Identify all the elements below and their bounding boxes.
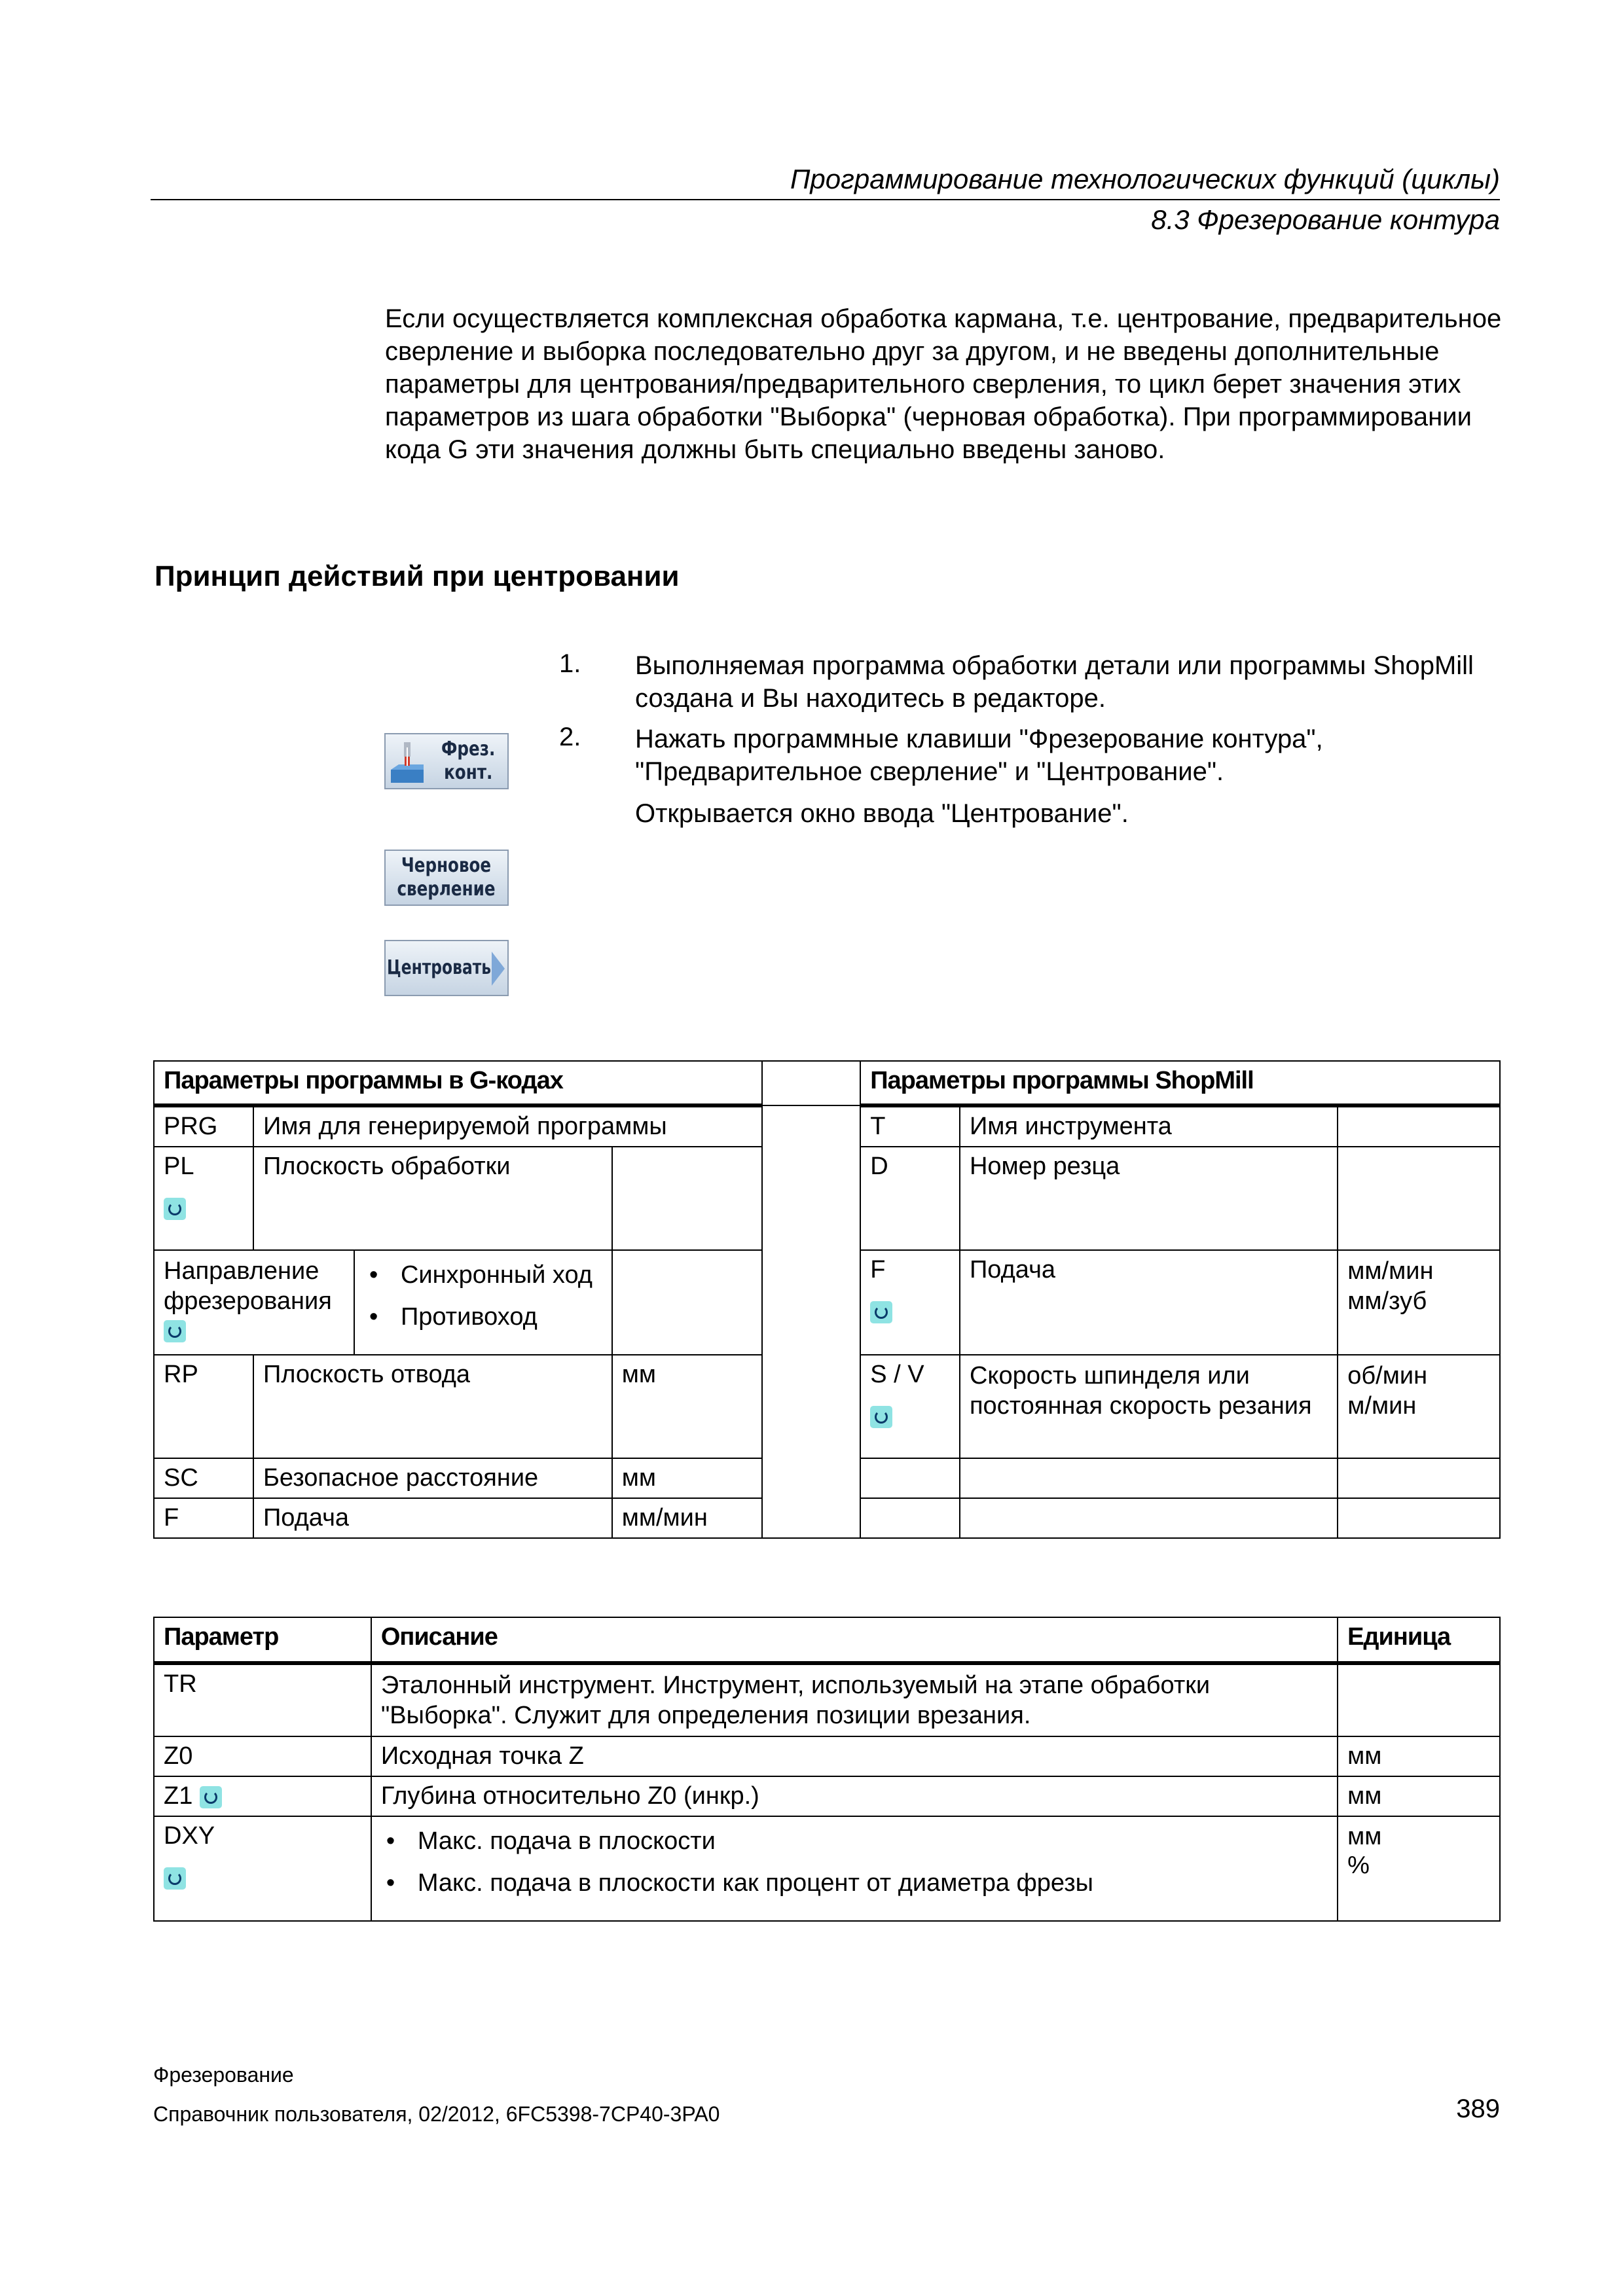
gcode-params-header: Параметры программы в G-кодах (154, 1061, 762, 1105)
unit-cell: мм % (1338, 1816, 1500, 1921)
unit-cell: мм/мин (612, 1498, 763, 1538)
option-item: • Синхронный ход (364, 1260, 602, 1290)
desc-cell: Подача (960, 1250, 1338, 1355)
footer-manual: Справочник пользователя, 02/2012, 6FC5398-7CP40-3PA0 (153, 2102, 720, 2126)
param-cell (154, 1776, 371, 1816)
step-2-text: Нажать программные клавиши "Фрезерование контура", "Предварительное сверление" и "Центрование". (635, 725, 1323, 786)
spacer-cell (762, 1061, 860, 1105)
desc-cell (354, 1250, 612, 1355)
desc-cell (371, 1816, 1338, 1921)
unit-cell (612, 1250, 763, 1355)
option-item: • Макс. подача в плоскости (381, 1826, 1328, 1856)
param-cell: Z0 (154, 1736, 371, 1776)
header-rule (151, 199, 1500, 200)
shopmill-params-header: Параметры программы ShopMill (860, 1061, 1500, 1105)
unit-cell (1338, 1147, 1500, 1250)
chapter-title: Программирование технологических функций (циклы) (790, 164, 1500, 194)
description-column-header: Описание (371, 1617, 1338, 1663)
param-cell: PRG (154, 1105, 253, 1147)
desc-cell: Глубина относительно Z0 (инкр.) (371, 1776, 1338, 1816)
intro-paragraph (385, 302, 1511, 466)
parameters-table (153, 1060, 1501, 1539)
softkey-label: Фрез. (441, 738, 495, 761)
unit-cell (1338, 1663, 1500, 1736)
desc-cell (960, 1498, 1338, 1538)
desc-cell: Имя для генерируемой программы (253, 1105, 762, 1147)
param-cell: RP (154, 1355, 253, 1458)
step-1-number: 1. (559, 649, 581, 678)
param-cell: TR (154, 1663, 371, 1736)
option-item: • Макс. подача в плоскости как процент от диаметра фрезы (381, 1868, 1328, 1898)
unit-cell (1338, 1105, 1500, 1147)
desc-cell: Номер резца (960, 1147, 1338, 1250)
step-1-text: Выполняемая программа обработки детали или программы ShopMill создана и Вы находитесь в редакторе. (635, 651, 1474, 713)
unit-cell: мм/мин мм/зуб (1338, 1250, 1500, 1355)
param-cell (154, 1250, 354, 1355)
arrow-right-icon (492, 952, 505, 986)
desc-cell: Скорость шпинделя или постоянная скорость резания (960, 1355, 1338, 1458)
milling-contour-icon (391, 741, 424, 784)
desc-cell: Плоскость обработки (253, 1147, 612, 1250)
param-column-header: Параметр (154, 1617, 371, 1663)
param-cell (860, 1498, 960, 1538)
page-number: 389 (1456, 2094, 1500, 2123)
param-name: DXY (164, 1822, 215, 1850)
softkey-label: Черновое (401, 854, 492, 877)
cycle-icon (200, 1786, 222, 1808)
param-cell: D (860, 1147, 960, 1250)
param-name: S / V (870, 1361, 924, 1388)
param-name: Направление фрезерования (164, 1257, 332, 1315)
unit-cell (1338, 1458, 1500, 1498)
spacer-cell (762, 1105, 860, 1538)
param-name: Z1 (164, 1782, 193, 1810)
desc-cell: Имя инструмента (960, 1105, 1338, 1147)
desc-cell: Подача (253, 1498, 612, 1538)
cycle-icon (164, 1867, 186, 1890)
unit-cell: об/мин м/мин (1338, 1355, 1500, 1458)
option-item: • Противоход (364, 1302, 602, 1332)
param-cell (860, 1250, 960, 1355)
param-cell: F (154, 1498, 253, 1538)
intro-text: Если осуществляется комплексная обработка кармана, т.е. центрование, предварительное сверление и выборка последовательно друг за другом, и не введены дополнительные параметры для центрования/предварительного сверления, то цикл берет значения этих параметров из шага обработки "Выборка" (черновая обработка). При программировании кода G эти значения должны быть специально введены заново. (385, 304, 1502, 464)
unit-cell: мм (1338, 1736, 1500, 1776)
param-cell (154, 1816, 371, 1921)
unit-cell: мм (612, 1458, 763, 1498)
param-cell: SC (154, 1458, 253, 1498)
param-cell (860, 1355, 960, 1458)
step-2-number: 2. (559, 723, 581, 751)
section-title-header: 8.3 Фрезерование контура (1151, 204, 1500, 235)
cycle-icon (870, 1406, 892, 1428)
softkey-label: сверление (397, 878, 496, 901)
param-cell (154, 1147, 253, 1250)
procedure-heading: Принцип действий при центровании (155, 560, 680, 592)
parameter-description-table (153, 1617, 1501, 1922)
desc-cell: Плоскость отвода (253, 1355, 612, 1458)
param-name: PL (164, 1153, 194, 1180)
unit-cell: мм (1338, 1776, 1500, 1816)
softkey-label: конт. (443, 761, 492, 784)
cycle-icon (870, 1301, 892, 1323)
softkey-predrilling[interactable] (384, 850, 509, 906)
softkey-contour-milling[interactable] (384, 733, 509, 789)
desc-cell: Эталонный инструмент. Инструмент, используемый на этапе обработки "Выборка". Служит для определения позиции врезания. (371, 1663, 1338, 1736)
desc-cell (960, 1458, 1338, 1498)
param-cell: T (860, 1105, 960, 1147)
cycle-icon (164, 1320, 186, 1342)
unit-cell (612, 1147, 763, 1250)
softkey-centering[interactable] (384, 940, 509, 996)
unit-cell: мм (612, 1355, 763, 1458)
desc-cell: Исходная точка Z (371, 1736, 1338, 1776)
desc-cell: Безопасное расстояние (253, 1458, 612, 1498)
step-note: Открывается окно ввода "Центрование". (635, 799, 1129, 828)
param-cell (860, 1458, 960, 1498)
softkey-label: Центровать (387, 956, 492, 979)
footer-book: Фрезерование (153, 2063, 294, 2087)
unit-cell (1338, 1498, 1500, 1538)
param-name: F (870, 1256, 886, 1283)
cycle-icon (164, 1198, 186, 1220)
unit-column-header: Единица (1338, 1617, 1500, 1663)
